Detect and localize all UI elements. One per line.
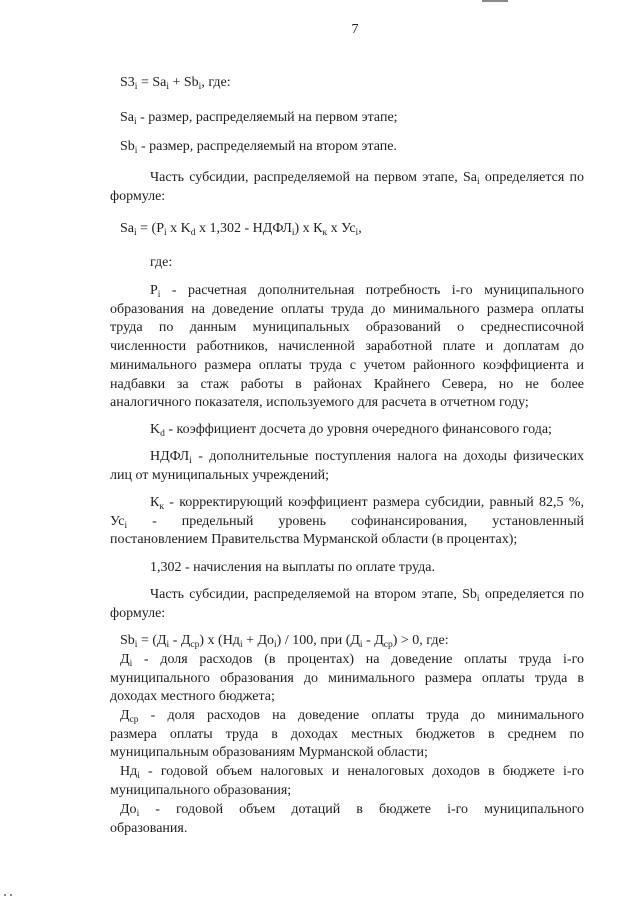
text-run: До bbox=[120, 802, 137, 817]
text-run: Часть субсидии, распределяемой на втором этапе, Sb bbox=[150, 587, 477, 602]
where-label-line bbox=[110, 254, 584, 273]
text-run: численности работников, начисленной заработной плате и доплатам до bbox=[110, 339, 584, 355]
definition-do-line bbox=[110, 820, 584, 839]
text-run: минимального размера оплаты труда с учетом районного коэффициента и bbox=[110, 357, 584, 373]
text-run: K bbox=[150, 422, 161, 437]
text-run: P bbox=[150, 283, 158, 298]
text-run: x K bbox=[166, 221, 191, 236]
definition-p bbox=[110, 282, 584, 413]
text-run: + До bbox=[242, 633, 275, 648]
text-run: образования. bbox=[110, 820, 188, 836]
definition-sa-line bbox=[110, 109, 584, 128]
subscript: i bbox=[129, 659, 133, 669]
text-run: - Д bbox=[169, 633, 191, 648]
text-run: 1,302 - начисления на выплаты по оплате труда. bbox=[150, 560, 435, 575]
text-run: = Sa bbox=[137, 75, 167, 90]
paragraph-sa-intro-line bbox=[110, 169, 584, 188]
definition-p-line bbox=[110, 338, 584, 357]
subscript: i bbox=[157, 290, 161, 300]
text-run: - годовой объем налоговых и неналоговых доходов в бюджете i-го bbox=[139, 764, 584, 779]
text-run: где: bbox=[150, 255, 173, 270]
text-run: постановлением Правительства Мурманской области (в процентах); bbox=[110, 532, 518, 548]
text-run: Sa bbox=[120, 221, 134, 236]
definition-1302-line bbox=[110, 559, 584, 578]
definition-p-line bbox=[110, 357, 584, 376]
definition-nd-line bbox=[110, 763, 584, 782]
subscript: i bbox=[134, 117, 137, 127]
subscript: i bbox=[476, 177, 480, 187]
definition-kk-us bbox=[110, 494, 584, 550]
definition-sb-line bbox=[110, 138, 584, 157]
definition-p-line bbox=[110, 301, 584, 320]
text-run: - годовой объем дотаций в бюджете i-го муниципального bbox=[139, 802, 584, 817]
text-run: муниципального образования до минимального размера оплаты труда в bbox=[110, 670, 584, 686]
text-run: Д bbox=[120, 708, 130, 723]
text-run: - расчетная дополнительная потребность i-го муниципального bbox=[160, 283, 584, 298]
text-run: Sb bbox=[120, 633, 135, 648]
text-run: надбавки за стаж работы в районах Крайнего Севера, но не более bbox=[110, 376, 584, 392]
text-run: Sb bbox=[120, 139, 135, 154]
definition-sb bbox=[110, 138, 584, 157]
definition-nd-line bbox=[110, 782, 584, 801]
definition-kd-line bbox=[110, 421, 584, 440]
formula-sa-line bbox=[110, 220, 584, 239]
paragraph-sb-intro bbox=[110, 586, 584, 623]
text-run: аналогичного показателя, используемого для расчета в отчетном году; bbox=[110, 395, 529, 411]
subscript: d bbox=[160, 429, 165, 439]
text-run: , где: bbox=[201, 75, 231, 90]
formula-s3-total bbox=[110, 74, 584, 93]
text-run: ) / 100, при (Д bbox=[276, 633, 360, 648]
definition-ndfl bbox=[110, 448, 584, 485]
definition-kd bbox=[110, 421, 584, 440]
definition-ndfl-line bbox=[110, 467, 584, 486]
definition-do-line bbox=[110, 801, 584, 820]
text-run: К bbox=[150, 495, 160, 510]
subscript: i bbox=[166, 640, 170, 650]
definition-kk-us-line bbox=[110, 494, 584, 513]
formula-sb bbox=[110, 632, 584, 651]
text-run: , bbox=[358, 221, 362, 236]
subscript: i bbox=[137, 771, 140, 781]
definition-p-line bbox=[110, 394, 584, 413]
text-run: ) > 0, где: bbox=[392, 633, 449, 648]
text-run: - размер, распределяемый на втором этапе. bbox=[137, 139, 397, 154]
text-run: ) x (Нд bbox=[199, 633, 240, 648]
text-run: - размер, распределяемый на первом этапе; bbox=[136, 110, 398, 125]
text-run: Д bbox=[120, 652, 130, 667]
text-run: + Sb bbox=[168, 75, 199, 90]
subscript: i bbox=[124, 520, 128, 531]
subscript: ср bbox=[383, 640, 393, 650]
text-run: лиц от муниципальных учреждений; bbox=[110, 467, 329, 483]
subscript: i bbox=[163, 228, 167, 238]
text-run: размера оплаты труда в доходах местных бюджетов в среднем по bbox=[110, 726, 584, 742]
text-run: - доля расходов (в процентах) на доведение оплаты труда i-го bbox=[132, 652, 584, 667]
subscript: i bbox=[134, 228, 137, 238]
definition-d-line bbox=[110, 670, 584, 689]
text-run: труда по данным муниципальных образований о среднесписочной bbox=[110, 320, 584, 336]
text-run: муниципального образования; bbox=[110, 782, 292, 798]
subscript: к bbox=[159, 502, 164, 512]
paragraph-sa-intro-line bbox=[110, 188, 584, 207]
text-run: Ус bbox=[110, 513, 125, 529]
scan-artifact-dot bbox=[10, 894, 12, 896]
text-run: доходах местного бюджета; bbox=[110, 689, 275, 705]
text-run: - Д bbox=[362, 633, 384, 648]
text-run: = (Д bbox=[137, 633, 167, 648]
where-label bbox=[110, 254, 584, 273]
subscript: i bbox=[291, 228, 295, 238]
text-run: x Ус bbox=[327, 221, 356, 236]
text-run: Нд bbox=[120, 764, 138, 779]
subscript: i bbox=[136, 809, 140, 819]
subscript: ср bbox=[129, 715, 139, 725]
subscript: ср bbox=[190, 640, 200, 650]
subscript: i bbox=[198, 82, 202, 92]
scan-artifact-dot bbox=[4, 894, 6, 896]
definition-dsr-line bbox=[110, 726, 584, 745]
definition-dsr-line bbox=[110, 707, 584, 726]
definition-dsr bbox=[110, 707, 584, 763]
formula-sa bbox=[110, 220, 584, 239]
subscript: i bbox=[239, 640, 243, 650]
text-run: S3 bbox=[120, 75, 135, 90]
definition-nd bbox=[110, 763, 584, 800]
text-run: = (P bbox=[136, 221, 164, 236]
text-run: НДФЛ bbox=[150, 449, 190, 464]
text-run: Часть субсидии, распределяемой на первом этапе, Sa bbox=[150, 170, 477, 185]
definition-p-line bbox=[110, 376, 584, 395]
text-run: - предельный уровень софинансирования, установленный bbox=[127, 513, 584, 529]
formula-sb-line bbox=[110, 632, 584, 651]
subscript: i bbox=[274, 640, 277, 650]
subscript: i bbox=[189, 456, 192, 466]
text-run: формуле: bbox=[110, 605, 166, 621]
page-number: 7 bbox=[351, 22, 359, 37]
subscript: i bbox=[355, 228, 359, 238]
subscript: i bbox=[134, 146, 138, 156]
definition-kk-us-line bbox=[110, 513, 584, 532]
text-run: - доля расходов на доведение оплаты труда до минимального bbox=[138, 708, 584, 723]
scan-artifact-top bbox=[482, 0, 508, 2]
paragraph-sb-intro-line bbox=[110, 586, 584, 605]
text-run: определяется по bbox=[479, 170, 585, 185]
definition-d bbox=[110, 651, 584, 707]
text-run: муниципальным образованиям Мурманской области; bbox=[110, 745, 428, 761]
formula-s3-total-line bbox=[110, 74, 584, 93]
definition-kk-us-line bbox=[110, 531, 584, 550]
subscript: к bbox=[322, 228, 328, 238]
definition-sa bbox=[110, 109, 584, 128]
definition-ndfl-line bbox=[110, 448, 584, 467]
definition-d-line bbox=[110, 651, 584, 670]
subscript: i bbox=[166, 82, 169, 92]
text-run: формуле: bbox=[110, 188, 166, 204]
text-run: ) x К bbox=[294, 221, 323, 236]
text-run: Sa bbox=[120, 110, 134, 125]
definition-p-line bbox=[110, 282, 584, 301]
definition-p-line bbox=[110, 319, 584, 338]
subscript: d bbox=[190, 228, 196, 238]
text-run: - корректирующий коэффициент размера субсидии, равный 82,5 %, bbox=[163, 495, 584, 510]
subscript: i bbox=[134, 82, 138, 92]
text-run: определяется по bbox=[479, 587, 584, 602]
subscript: i bbox=[134, 640, 138, 650]
text-run: x 1,302 - НДФЛ bbox=[195, 221, 292, 236]
definition-dsr-line bbox=[110, 744, 584, 763]
subscript: i bbox=[476, 594, 480, 604]
definition-1302 bbox=[110, 559, 584, 578]
definition-d-line bbox=[110, 688, 584, 707]
text-run: - дополнительные поступления налога на доходы физических bbox=[191, 449, 584, 464]
text-run: - коэффициент досчета до уровня очередного финансового года; bbox=[164, 422, 552, 437]
paragraph-sb-intro-line bbox=[110, 605, 584, 624]
text-run: образования на доведение оплаты труда до минимального размера оплаты bbox=[110, 301, 584, 317]
paragraph-sa-intro bbox=[110, 169, 584, 206]
definition-do bbox=[110, 801, 584, 838]
subscript: i bbox=[359, 640, 363, 650]
